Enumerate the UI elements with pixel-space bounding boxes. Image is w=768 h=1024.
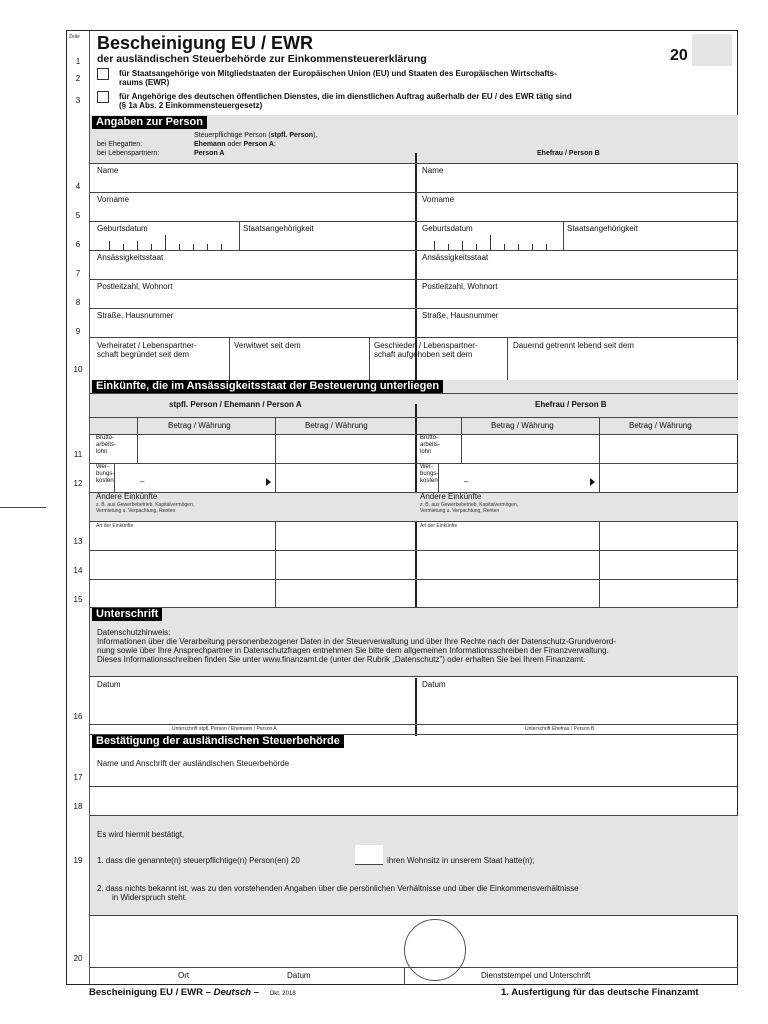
tick bbox=[165, 235, 166, 250]
line-number: 14 bbox=[73, 566, 83, 575]
werbungskosten-label-b bbox=[420, 464, 438, 485]
person-intro-end: ), bbox=[313, 132, 318, 139]
werb-3: kosten bbox=[96, 478, 114, 484]
footer-dash: – bbox=[253, 987, 259, 998]
werb-1: Wer- bbox=[96, 464, 109, 470]
line-number: 18 bbox=[73, 802, 83, 811]
line-number: 10 bbox=[73, 365, 83, 374]
ehegatten-person-a: Person A bbox=[243, 141, 274, 148]
confirmed-text: Es wird hiermit bestätigt, bbox=[97, 830, 185, 839]
line-number: 6 bbox=[75, 240, 81, 249]
rule bbox=[137, 417, 138, 463]
tick bbox=[462, 241, 463, 250]
betrag-header-b1: Betrag / Währung bbox=[491, 421, 554, 430]
rule bbox=[239, 221, 240, 250]
option2-label-cont: (§ 1a Abs. 2 Einkommensteuergesetz) bbox=[119, 101, 263, 110]
rule bbox=[563, 221, 564, 250]
year-field[interactable] bbox=[692, 34, 732, 66]
rule bbox=[90, 337, 738, 338]
line-number: 20 bbox=[73, 954, 83, 963]
rule bbox=[90, 550, 738, 551]
arrow-right-icon bbox=[590, 478, 595, 486]
line-number: 7 bbox=[75, 269, 81, 278]
income-col-b-header: Ehefrau / Person B bbox=[535, 400, 607, 409]
rule bbox=[90, 221, 738, 222]
andere-sub-a2: Vermietung u. Verpachtung, Renten bbox=[96, 508, 176, 514]
line-number-column bbox=[67, 31, 90, 984]
rule bbox=[90, 308, 738, 309]
rule bbox=[507, 337, 508, 380]
minus-sign-a: – bbox=[140, 477, 145, 486]
footer-version: Okt. 2018 bbox=[269, 991, 296, 997]
person-intro-bold: stpfl. Person bbox=[270, 132, 314, 139]
line-number: 4 bbox=[75, 182, 81, 191]
rule bbox=[90, 279, 738, 280]
datenschutz-title: Datenschutzhinweis: bbox=[97, 628, 171, 637]
strasse-label-b: Straße, Hausnummer bbox=[422, 311, 499, 320]
name-label-b: Name bbox=[422, 166, 444, 175]
form-frame bbox=[66, 30, 738, 985]
brutto-3: lohn bbox=[96, 449, 108, 455]
line-number: 1 bbox=[75, 57, 81, 66]
brutto-1: Brutto- bbox=[96, 435, 115, 441]
confirm-item2-text: 2. dass nichts bekannt ist, was zu den vorstehenden Angaben über die persönlichen Verhältnisse und über die Einkommensverhältnisse bbox=[97, 884, 579, 893]
andere-label-b: Andere Einkünfte bbox=[420, 492, 482, 501]
form-subtitle: der ausländischen Steuerbehörde zur Einkommensteuererklärung bbox=[97, 53, 427, 65]
option1-checkbox[interactable] bbox=[97, 68, 109, 80]
geschieden-label: Geschieden / Lebenspartner- bbox=[374, 341, 478, 350]
line-number: 2 bbox=[75, 74, 81, 83]
staatsangehoerigkeit-label-b: Staatsangehörigkeit bbox=[567, 224, 638, 233]
rule bbox=[355, 864, 383, 865]
tick bbox=[109, 241, 110, 250]
plz-label-b: Postleitzahl, Wohnort bbox=[422, 282, 498, 291]
rule bbox=[90, 521, 738, 522]
rule bbox=[90, 676, 738, 677]
ehegatten-label: bei Ehegatten: bbox=[97, 141, 143, 148]
signature-col-divider bbox=[415, 678, 417, 736]
strasse-label-a: Straße, Hausnummer bbox=[97, 311, 174, 320]
rule bbox=[90, 393, 738, 394]
year-prefix: 20 bbox=[670, 47, 688, 64]
line-number: 8 bbox=[75, 298, 81, 307]
lebenspartner-label: bei Lebenspartnern: bbox=[97, 150, 160, 157]
confirm-year-field[interactable] bbox=[355, 845, 383, 864]
vorname-label-a: Vorname bbox=[97, 195, 130, 204]
footer-title: Bescheinigung EU / EWR – bbox=[89, 987, 211, 998]
vorname-label-b: Vorname bbox=[422, 195, 455, 204]
section-person-title: Angaben zur Person bbox=[92, 116, 207, 129]
betrag-header-a1: Betrag / Währung bbox=[168, 421, 231, 430]
brutto-2: arbeits- bbox=[420, 442, 441, 448]
rule bbox=[90, 786, 738, 787]
rule bbox=[404, 967, 405, 985]
signature-b-caption: Unterschrift Ehefrau / Person B bbox=[525, 726, 595, 732]
ansaessigkeitsstaat-label-b: Ansässigkeitsstaat bbox=[422, 253, 489, 262]
rule bbox=[114, 463, 115, 492]
brutto-label-b bbox=[420, 435, 440, 456]
art-label-a: Art der Einkünfte bbox=[96, 523, 134, 529]
andere-sub-b2: Vermietung u. Verpachtung, Renten bbox=[420, 508, 500, 514]
option1-label: für Staatsangehörige von Mitgliedstaaten der Europäischen Union (EU) und Staaten des Europäischen Wirtschafts- bbox=[119, 69, 557, 78]
confirm-datum-label: Datum bbox=[287, 971, 311, 980]
brutto-label-a bbox=[96, 435, 116, 456]
person-intro bbox=[194, 132, 317, 140]
line-number: 13 bbox=[73, 537, 83, 546]
line-number: 5 bbox=[75, 211, 81, 220]
footer-language: Deutsch bbox=[213, 987, 252, 998]
rule bbox=[90, 192, 738, 193]
rule bbox=[90, 434, 738, 435]
geburtsdatum-label-b: Geburtsdatum bbox=[422, 224, 473, 233]
werbungskosten-label-a bbox=[96, 464, 114, 485]
ort-label: Ort bbox=[178, 971, 190, 980]
betrag-header-b2: Betrag / Währung bbox=[629, 421, 692, 430]
tick bbox=[434, 241, 435, 250]
confirm-item1-text: 1. dass die genannte(n) steuerpflichtige(n) Person(en) 20 bbox=[97, 856, 300, 865]
andere-label-a: Andere Einkünfte bbox=[96, 492, 158, 501]
tick bbox=[490, 235, 491, 250]
stempel-label: Dienststempel und Unterschrift bbox=[481, 971, 591, 980]
rule bbox=[461, 417, 462, 463]
verheiratet-label: Verheiratet / Lebenspartner- bbox=[97, 341, 197, 350]
confirm-item1-text-end: ihren Wohnsitz in unserem Staat hatte(n); bbox=[387, 856, 535, 865]
ehegatten-or: oder bbox=[227, 141, 242, 148]
andere-sub-b1: z. B. aus Gewerbebetrieb, Kapitalvermögen, bbox=[420, 502, 519, 508]
income-col-a-header: stpfl. Person / Ehemann / Person A bbox=[169, 400, 302, 409]
rule bbox=[90, 967, 738, 968]
zeile-label: Zeile bbox=[69, 34, 80, 40]
confirmation-shade bbox=[90, 816, 738, 916]
rule bbox=[229, 337, 230, 380]
form-title: Bescheinigung EU / EWR bbox=[97, 33, 314, 53]
datum-label-b: Datum bbox=[422, 680, 446, 689]
person-intro-text: Steuerpflichtige Person ( bbox=[194, 132, 271, 139]
rule bbox=[90, 417, 738, 418]
line-number: 11 bbox=[73, 450, 83, 459]
rule bbox=[438, 463, 439, 492]
ehegatten-ehemann: Ehemann bbox=[194, 141, 226, 148]
section-signature-title: Unterschrift bbox=[92, 608, 162, 621]
datum-label-a: Datum bbox=[97, 680, 121, 689]
brutto-2: arbeits- bbox=[96, 442, 117, 448]
rule bbox=[90, 250, 738, 251]
werb-3: kosten bbox=[420, 478, 438, 484]
rule bbox=[90, 463, 738, 464]
brutto-1: Brutto- bbox=[420, 435, 439, 441]
ehegatten-value: Ehemann oder Person A; bbox=[194, 141, 276, 148]
option2-checkbox[interactable] bbox=[97, 91, 109, 103]
rule bbox=[369, 337, 370, 380]
rule bbox=[90, 579, 738, 580]
line-number: 12 bbox=[73, 479, 83, 488]
official-stamp-circle bbox=[404, 919, 466, 981]
option2-label: für Angehörige des deutschen öffentlichen Dienstes, die im dienstlichen Auftrag außerhalb der EU / des EWR tätig sind bbox=[119, 92, 572, 101]
name-label-a: Name bbox=[97, 166, 119, 175]
datenschutz-line3: Dieses Informationsschreiben finden Sie unter www.finanzamt.de (unter der Rubrik „Datenschutz") oder erhalten Sie bei Ihrem Finanzamt. bbox=[97, 655, 586, 664]
staatsangehoerigkeit-label-a: Staatsangehörigkeit bbox=[243, 224, 314, 233]
art-label-b: Art der Einkünfte bbox=[420, 523, 458, 529]
line-number: 19 bbox=[73, 856, 83, 865]
werb-1: Wer- bbox=[420, 464, 433, 470]
section-confirmation-title: Bestätigung der ausländischen Steuerbehörde bbox=[92, 735, 344, 748]
footer-left bbox=[89, 987, 296, 998]
line-number: 9 bbox=[75, 327, 81, 336]
line-number: 16 bbox=[73, 712, 83, 721]
rule bbox=[90, 163, 738, 164]
rule bbox=[90, 915, 738, 916]
line-number: 3 bbox=[75, 96, 81, 105]
confirm-item2-text-cont: in Widerspruch steht. bbox=[112, 893, 188, 902]
signature-a-caption: Unterschrift stpfl. Person / Ehemann / Person A bbox=[172, 726, 277, 732]
fold-mark bbox=[0, 507, 46, 508]
betrag-header-a2: Betrag / Währung bbox=[305, 421, 368, 430]
getrennt-label: Dauernd getrennt lebend seit dem bbox=[513, 341, 634, 350]
footer-right: 1. Ausfertigung für das deutsche Finanzamt bbox=[501, 987, 699, 998]
brutto-3: lohn bbox=[420, 449, 432, 455]
section-income-title: Einkünfte, die im Ansässigkeitsstaat der Besteuerung unterliegen bbox=[92, 380, 443, 393]
option1-label-cont: raums (EWR) bbox=[119, 78, 170, 87]
rule bbox=[90, 724, 738, 725]
geschieden-label-cont: schaft aufgehoben seit dem bbox=[374, 350, 473, 359]
line-number: 15 bbox=[73, 595, 83, 604]
werb-2: bungs- bbox=[420, 471, 439, 477]
plz-label-a: Postleitzahl, Wohnort bbox=[97, 282, 173, 291]
arrow-right-icon bbox=[266, 478, 271, 486]
verwitwet-label: Verwitwet seit dem bbox=[234, 341, 301, 350]
authority-label: Name und Anschrift der ausländischen Steuerbehörde bbox=[97, 759, 290, 768]
minus-sign-b: – bbox=[464, 477, 469, 486]
ansaessigkeitsstaat-label-a: Ansässigkeitsstaat bbox=[97, 253, 164, 262]
datenschutz-line1: Informationen über die Verarbeitung personenbezogener Daten in der Steuerverwaltung und über Ihre Rechte nach der Datenschutz-Grundverord- bbox=[97, 637, 616, 646]
verheiratet-label-cont: schaft begründet seit dem bbox=[97, 350, 190, 359]
geburtsdatum-label-a: Geburtsdatum bbox=[97, 224, 148, 233]
andere-sub-a1: z. B. aus Gewerbebetrieb, Kapitalvermögen, bbox=[96, 502, 195, 508]
werb-2: bungs- bbox=[96, 471, 115, 477]
line-number: 17 bbox=[73, 773, 83, 782]
lebenspartner-value: Person A bbox=[194, 150, 225, 157]
datenschutz-line2: nung sowie über Ihre Ansprechpartner in Datenschutzfragen entnehmen Sie bitte dem allgemeinen Informationsschreiben der Finanzverwaltung. bbox=[97, 646, 609, 655]
col-b-header: Ehefrau / Person B bbox=[537, 150, 600, 157]
tick bbox=[137, 241, 138, 250]
